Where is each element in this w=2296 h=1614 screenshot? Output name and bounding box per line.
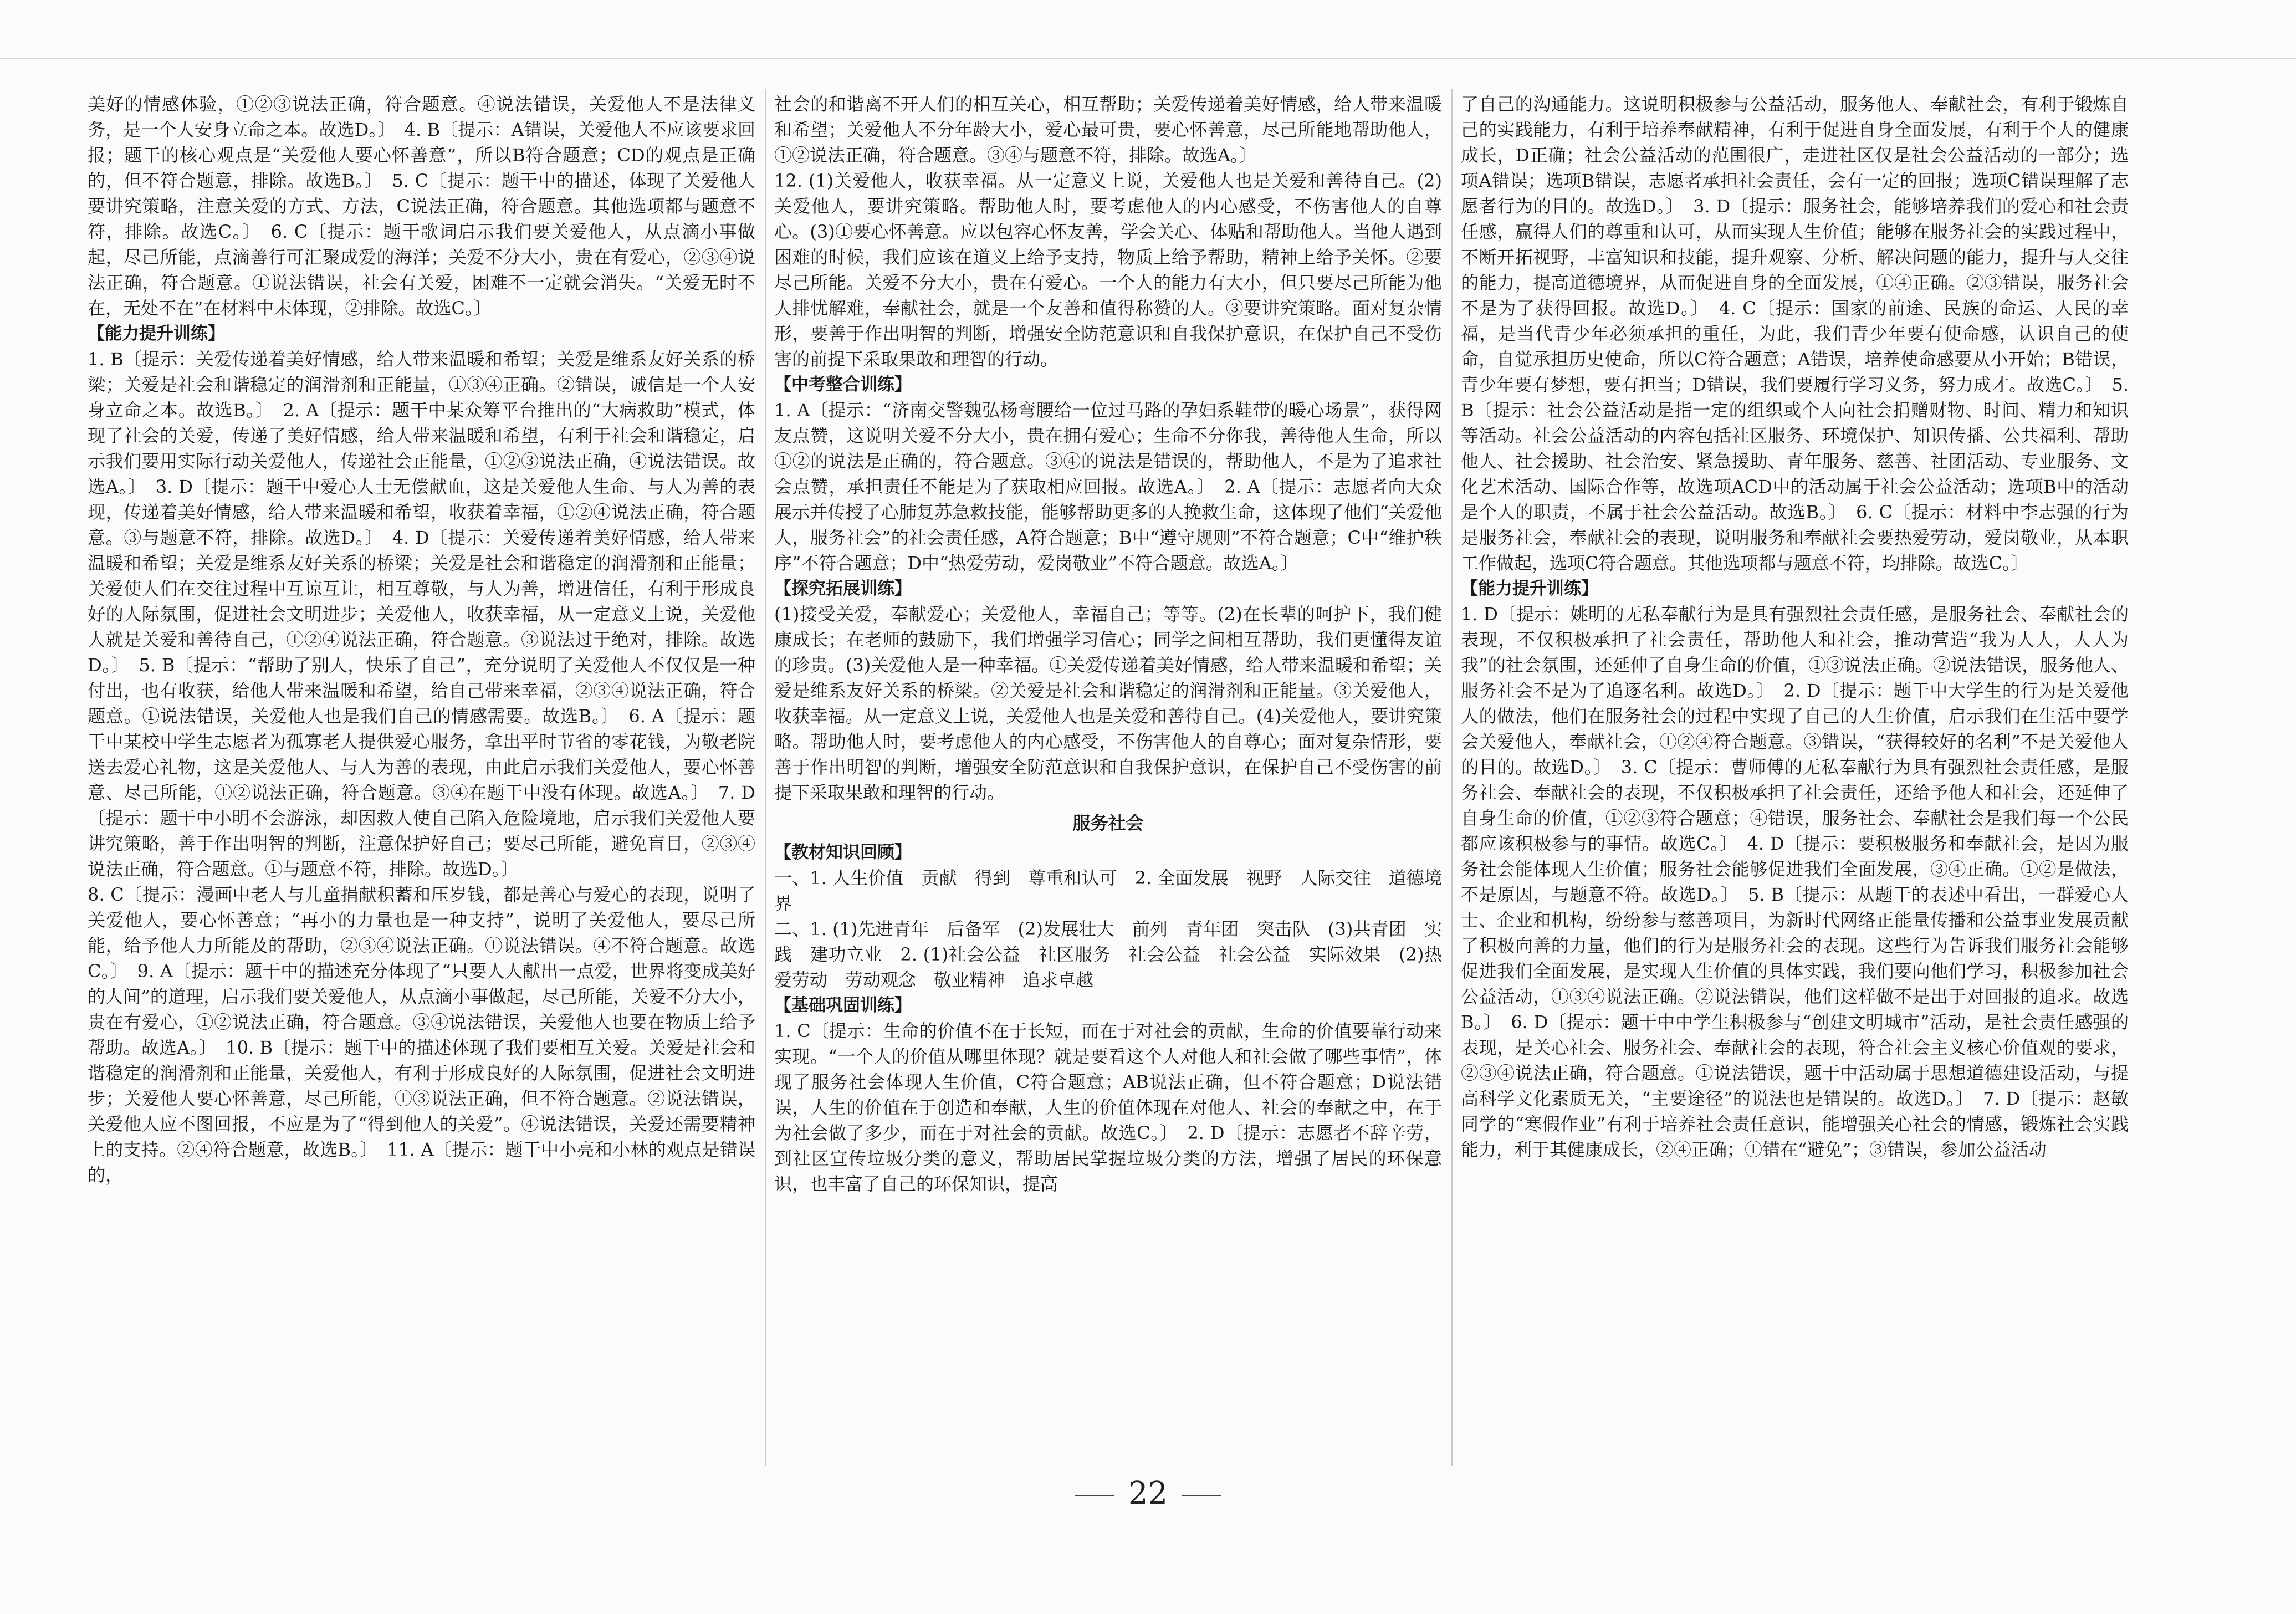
right-column	[1461, 91, 2129, 1466]
page-number-value: 22	[1128, 1475, 1168, 1511]
page-number-dash-left	[1075, 1495, 1114, 1496]
column-divider	[1451, 89, 1453, 1466]
section-heading: 【中考整合训练】	[774, 375, 912, 395]
answer-paragraph: 1. B〔提示：关爱传递着美好情感，给人带来温暖和希望；关爱是维系友好关系的桥梁；关爱是社会和谐稳定的润滑剂和正能量，①③④正确。②错误，诚信是一个人安身立命之本。故选B。〕 2. A〔提示：题干中某众筹平台推出的“大病救助”模式，体现了社会的关爱，传递了美好情感，给人带来温暖和希望，有利于社会和谐稳定，启示我们要用实际行动关爱他人，传递社会正能量，①②③说法正确，④说法错误。故选A。〕 3. D〔提示：题干中爱心人士无偿献血，这是关爱他人生命、与人为善的表现，传递着美好情感，给人带来温暖和希望，收获着幸福，①②④说法正确，符合题意。③与题意不符，排除。故选D。〕 4. D〔提示：关爱传递着美好情感，给人带来温暖和希望；关爱是维系友好关系的桥梁；关爱是社会和谐稳定的润滑剂和正能量；关爱使人们在交往过程中互谅互让，相互尊敬，与人为善，增进信任，有利于形成良好的人际氛围，促进社会文明进步；关爱他人，收获幸福，从一定意义上说，关爱他人就是关爱和善待自己，①②④说法正确，符合题意。③说法过于绝对，排除。故选D。〕 5. B〔提示：“帮助了别人，快乐了自己”，充分说明了关爱他人不仅仅是一种付出，也有收获，给他人带来温暖和希望，给自己带来幸福，②③④说法正确，符合题意。①说法错误，关爱他人也是我们自己的情感需要。故选B。〕 6. A〔提示：题干中某校中学生志愿者为孤寡老人提供爱心服务，拿出平时节省的零花钱，为敬老院送去爱心礼物，这是关爱他人、与人为善的表现，由此启示我们关爱他人，要心怀善意、尽己所能，①②说法正确，符合题意。③④在题干中没有体现。故选A。〕 7. D〔提示：题干中小明不会游泳，却因救人使自己陷入危险境地，启示我们关爱他人要讲究策略，善于作出明智的判断，注意保护好自己；要尽己所能，避免盲目，②③④说法正确，符合题意。①与题意不符，排除。故选D。〕	[88, 349, 755, 880]
left-column	[88, 91, 755, 1466]
section-heading: 【探究拓展训练】	[774, 579, 912, 599]
page-number	[0, 1474, 2296, 1513]
header-rule	[0, 58, 2296, 59]
middle-column	[774, 91, 1442, 1466]
column-divider	[765, 89, 766, 1466]
answer-paragraph: 8. C〔提示：漫画中老人与儿童捐献积蓄和压岁钱，都是善心与爱心的表现，说明了关爱他人，要心怀善意；“再小的力量也是一种支持”，说明了关爱他人，要尽己所能，给予他人力所能及的帮助，②③④说法正确。①说法错误。④不符合题意。故选C。〕 9. A〔提示：题干中的描述充分体现了“只要人人献出一点爱，世界将变成美好的人间”的道理，启示我们要关爱他人，从点滴小事做起，尽己所能，关爱不分大小，贵在有爱心，①②说法正确，符合题意。③④说法错误，关爱他人也要在物质上给予帮助。故选A。〕 10. B〔提示：题干中的描述体现了我们要相互关爱。关爱是社会和谐稳定的润滑剂和正能量，关爱他人，有利于形成良好的人际氛围，促进社会文明进步；关爱他人要心怀善意，尽己所能，①③说法正确，但不符合题意。②说法错误，关爱他人应不图回报，不应是为了“得到他人的关爱”。④说法错误，关爱还需要精神上的支持。②④符合题意，故选B。〕 11. A〔提示：题干中小亮和小林的观点是错误的，	[88, 884, 755, 1186]
knowledge-review-line: 二、1. (1)先进青年 后备军 (2)发展壮大 前列 青年团 突击队 (3)共青团 实践 建功立业 2. (1)社会公益 社区服务 社会公益 社会公益 实际效果 (2)热爱劳动 劳动观念 敬业精神 追求卓越	[774, 918, 1442, 990]
section-heading: 【能力提升训练】	[88, 324, 225, 344]
answer-paragraph: 美好的情感体验，①②③说法正确，符合题意。④说法错误，关爱他人不是法律义务，是一个人安身立命之本。故选D。〕 4. B〔提示：A错误，关爱他人不应该要求回报；题干的核心观点是“关爱他人要心怀善意”，所以B符合题意；CD的观点是正确的，但不符合题意，排除。故选B。〕 5. C〔提示：题干中的描述，体现了关爱他人要讲究策略，注意关爱的方式、方法，C说法正确，符合题意。其他选项都与题意不符，排除。故选C。〕 6. C〔提示：题干歌词启示我们要关爱他人，从点滴小事做起，尽己所能，点滴善行可汇聚成爱的海洋；关爱不分大小，贵在有爱心，②③④说法正确，符合题意。①说法错误，社会有关爱，困难不一定就会消失。“关爱无时不在，无处不在”在材料中未体现，②排除。故选C。〕	[88, 94, 755, 319]
section-heading: 【基础巩固训练】	[774, 995, 912, 1015]
section-heading: 【能力提升训练】	[1461, 579, 1598, 599]
answer-paragraph: 12. (1)关爱他人，收获幸福。从一定意义上说，关爱他人也是关爱和善待自己。(2)关爱他人，要讲究策略。帮助他人时，要考虑他人的内心感受，不伤害他人的自尊心。(3)①要心怀善意。应以包容心怀友善，学会关心、体贴和帮助他人。当他人遇到困难的时候，我们应该在道义上给予支持，物质上给予帮助，精神上给予关怀。②要尽己所能。关爱不分大小，贵在有爱心。一个人的能力有大小，但只要尽己所能为他人排忧解难，奉献社会，就是一个友善和值得称赞的人。③要讲究策略。面对复杂情形，要善于作出明智的判断，增强安全防范意识和自我保护意识，在保护自己不受伤害的前提下采取果敢和理智的行动。	[774, 170, 1442, 370]
answer-paragraph: 1. D〔提示：姚明的无私奉献行为是具有强烈社会责任感，是服务社会、奉献社会的表现，不仅积极承担了社会责任，帮助他人和社会，推动营造“我为人人，人人为我”的社会氛围，还延伸了自身生命的价值，①③说法正确。②说法错误，服务他人、服务社会不是为了追逐名利。故选D。〕 2. D〔提示：题干中大学生的行为是关爱他人的做法，他们在服务社会的过程中实现了自己的人生价值，启示我们在生活中要学会关爱他人，奉献社会，①②④符合题意。③错误，“获得较好的名利”不是关爱他人的目的。故选D。〕 3. C〔提示：曹师傅的无私奉献行为具有强烈社会责任感，是服务社会、奉献社会的表现，不仅积极承担了社会责任，还给予他人和社会，还延伸了自身生命的价值，①②③符合题意；④错误，服务社会、奉献社会是我们每一个公民都应该积极参与的事情。故选C。〕 4. D〔提示：要积极服务和奉献社会，是因为服务社会能体现人生价值；服务社会能够促进我们全面发展，③④正确。①②是做法，不是原因，与题意不符。故选D。〕 5. B〔提示：从题干的表述中看出，一群爱心人士、企业和机构，纷纷参与慈善项目，为新时代网络正能量传播和公益事业发展贡献了积极向善的力量，他们的行为是服务社会的表现。这些行为告诉我们服务社会能够促进我们全面发展，是实现人生价值的具体实践，我们要向他们学习，积极参加社会公益活动，①③④说法正确。②说法错误，他们这样做不是出于对回报的追求。故选B。〕 6. D〔提示：题干中中学生积极参与“创建文明城市”活动，是社会责任感强的表现，是关心社会、服务社会、奉献社会的表现，符合社会主义核心价值观的要求，②③④说法正确，符合题意。①说法错误，题干中活动属于思想道德建设活动，与提高科学文化素质无关，“主要途径”的说法也是错误的。故选D。〕 7. D〔提示：赵敏同学的“寒假作业”有利于培养社会责任意识，能增强关心社会的情感，锻炼社会实践能力，利于其健康成长，②④正确；①错在“避免”；③错误，参加公益活动	[1461, 604, 2129, 1160]
answer-paragraph: 1. C〔提示：生命的价值不在于长短，而在于对社会的贡献，生命的价值要靠行动来实现。“一个人的价值从哪里体现？就是要看这个人对他人和社会做了哪些事情”，体现了服务社会体现人生价值，C符合题意；AB说法正确，但不符合题意；D说法错误，人生的价值在于创造和奉献，人生的价值体现在对他人、社会的奉献之中，在于为社会做了多少，而在于对社会的贡献。故选C。〕 2. D〔提示：志愿者不辞辛劳，到社区宣传垃圾分类的意义，帮助居民掌握垃圾分类的方法，增强了居民的环保意识，也丰富了自己的环保知识，提高	[774, 1020, 1442, 1194]
answer-paragraph: 了自己的沟通能力。这说明积极参与公益活动，服务他人、奉献社会，有利于锻炼自己的实践能力，有利于培养奉献精神，有利于促进自身全面发展，有利于个人的健康成长，D正确；社会公益活动的范围很广，走进社区仅是社会公益活动的一部分；选项A错误；选项B错误，志愿者承担社会责任，会有一定的回报；选项C错误理解了志愿者行为的目的。故选D。〕 3. D〔提示：服务社会，能够培养我们的爱心和社会责任感，赢得人们的尊重和认可，从而实现人生价值；能够在服务社会的实践过程中，不断开拓视野，丰富知识和技能，提升观察、分析、解决问题的能力，提升与人交往的能力，提高道德境界，从而促进自身的全面发展，①④正确。②③错误，服务社会不是为了获得回报。故选D。〕 4. C〔提示：国家的前途、民族的命运、人民的幸福，是当代青少年必须承担的重任，为此，我们青少年要有使命感，认识自己的使命，自觉承担历史使命，所以C符合题意；A错误，培养使命感要从小开始；B错误，青少年要有梦想，要有担当；D错误，我们要履行学习义务，努力成才。故选C。〕 5. B〔提示：社会公益活动是指一定的组织或个人向社会捐赠财物、时间、精力和知识等活动。社会公益活动的内容包括社区服务、环境保护、知识传播、公共福利、帮助他人、社会援助、社会治安、紧急援助、青年服务、慈善、社团活动、专业服务、文化艺术活动、国际合作等，故选项ACD中的活动属于社会公益活动；选项B中的活动是个人的职责，不属于社会公益活动。故选B。〕 6. C〔提示：材料中李志强的行为是服务社会，奉献社会的表现，说明服务和奉献社会要热爱劳动，爱岗敬业，从本职工作做起，选项C符合题意。其他选项都与题意不符，均排除。故选C。〕	[1461, 94, 2129, 574]
answer-paragraph: 1. A〔提示：“济南交警魏弘杨弯腰给一位过马路的孕妇系鞋带的暖心场景”，获得网友点赞，这说明关爱不分大小，贵在拥有爱心；生命不分你我，善待他人生命，所以①②的说法是正确的，符合题意。③④的说法是错误的，帮助他人，不是为了追求社会点赞，承担责任不能是为了获取相应回报。故选A。〕 2. A〔提示：志愿者向大众展示并传授了心肺复苏急救技能，能够帮助更多的人挽救生命，这体现了他们“关爱他人，服务社会”的社会责任感，A符合题意；B中“遵守规则”不符合题意；C中“维护秩序”不符合题意；D中“热爱劳动，爱岗敬业”不符合题意。故选A。〕	[774, 400, 1442, 574]
chapter-title: 服务社会	[1072, 813, 1144, 834]
page-number-dash-right	[1182, 1495, 1221, 1496]
answer-paragraph: (1)接受关爱，奉献爱心；关爱他人，幸福自己；等等。(2)在长辈的呵护下，我们健康成长；在老师的鼓励下，我们增强学习信心；同学之间相互帮助，我们更懂得友谊的珍贵。(3)关爱他人是一种幸福。①关爱传递着美好情感，给人带来温暖和希望；关爱是维系友好关系的桥梁。②关爱是社会和谐稳定的润滑剂和正能量。③关爱他人，收获幸福。从一定意义上说，关爱他人也是关爱和善待自己。(4)关爱他人，要讲究策略。帮助他人时，要考虑他人的内心感受，不伤害他人的自尊心；面对复杂情形，要善于作出明智的判断，增强安全防范意识和自我保护意识，在保护自己不受伤害的前提下采取果敢和理智的行动。	[774, 604, 1442, 803]
knowledge-review-line: 一、1. 人生价值 贡献 得到 尊重和认可 2. 全面发展 视野 人际交往 道德境界	[774, 867, 1442, 914]
answer-paragraph: 社会的和谐离不开人们的相互关心，相互帮助；关爱传递着美好情感，给人带来温暖和希望；关爱他人不分年龄大小，爱心最可贵，要心怀善意，尽己所能地帮助他人，①②说法正确，符合题意。③④与题意不符，排除。故选A。〕	[774, 94, 1442, 166]
section-heading: 【教材知识回顾】	[774, 842, 912, 862]
